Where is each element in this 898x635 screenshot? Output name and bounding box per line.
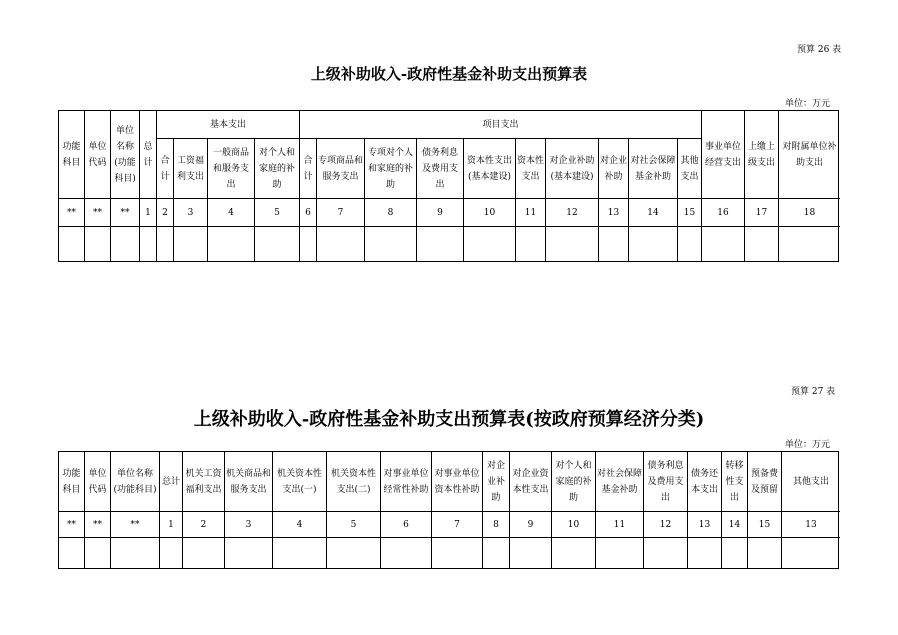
header-inst-capital: 对事业单位资本性补助	[432, 452, 483, 512]
data-cell	[552, 538, 596, 568]
data-cell	[516, 227, 546, 261]
index-cell: 14	[722, 512, 748, 538]
header-enterprise-capital: 对企业资本性支出	[510, 452, 552, 512]
data-cell	[111, 227, 140, 261]
data-cell	[779, 227, 840, 261]
index-cell: 2	[157, 199, 174, 227]
header-capital: 资本性支出	[516, 139, 546, 199]
data-cell	[157, 227, 174, 261]
index-cell: 13	[599, 199, 629, 227]
header-func-code: 功能科目	[59, 452, 85, 512]
header-func-code: 功能科目	[59, 111, 85, 199]
index-cell: 13	[782, 512, 840, 538]
data-cell	[111, 538, 160, 568]
header-org-salary: 机关工资福利支出	[183, 452, 225, 512]
header-institution: 事业单位经营支出	[702, 111, 745, 199]
header-social-security: 对社会保障基金补助	[596, 452, 644, 512]
data-cell	[174, 227, 208, 261]
header-project-goods: 专项商品和服务支出	[317, 139, 365, 199]
budget-table-26	[58, 110, 839, 262]
index-cell: 9	[510, 512, 552, 538]
data-cell	[510, 538, 552, 568]
index-cell: **	[85, 199, 111, 227]
index-cell: 6	[381, 512, 432, 538]
data-cell	[432, 538, 483, 568]
index-cell: 7	[432, 512, 483, 538]
data-cell	[748, 538, 782, 568]
index-cell: 15	[678, 199, 702, 227]
index-cell: **	[111, 512, 160, 538]
unit-label-26: 单位：万元	[785, 99, 831, 109]
index-cell: 3	[225, 512, 273, 538]
index-cell: **	[59, 199, 85, 227]
header-personal: 对个人和家庭的补助	[552, 452, 596, 512]
data-cell	[722, 538, 748, 568]
header-unit-code: 单位代码	[85, 452, 111, 512]
data-cell	[85, 227, 111, 261]
header-other: 其他支出	[678, 139, 702, 199]
data-cell	[702, 227, 745, 261]
data-cell	[273, 538, 327, 568]
data-cell	[629, 227, 678, 261]
budget-table-27	[58, 451, 839, 569]
index-cell: 7	[317, 199, 365, 227]
header-salary: 工资福利支出	[174, 139, 208, 199]
index-cell: 11	[596, 512, 644, 538]
index-cell: 1	[160, 512, 183, 538]
header-goods: 一般商品和服务支出	[208, 139, 255, 199]
header-enterprise-basic: 对企业补助(基本建设)	[546, 139, 599, 199]
header-unit-name: 单位名称(功能科目)	[111, 452, 160, 512]
index-cell: 8	[483, 512, 510, 538]
index-cell: **	[111, 199, 140, 227]
header-enterprise: 对企业补助	[599, 139, 629, 199]
page-title-27: 上级补助收入-政府性基金补助支出预算表(按政府预算经济分类)	[193, 409, 705, 430]
header-project-personal: 专项对个人和家庭的补助	[365, 139, 417, 199]
page-title-26: 上级补助收入-政府性基金补助支出预算表	[310, 65, 588, 83]
header-total: 总计	[140, 111, 157, 199]
data-cell	[782, 538, 840, 568]
header-unit-code: 单位代码	[85, 111, 111, 199]
data-cell	[160, 538, 183, 568]
header-debt-principal: 债务还本支出	[688, 452, 722, 512]
data-cell	[59, 538, 85, 568]
index-cell: 16	[702, 199, 745, 227]
index-cell: 6	[300, 199, 317, 227]
data-cell	[140, 227, 157, 261]
data-cell	[599, 227, 629, 261]
index-cell: 12	[546, 199, 599, 227]
data-cell	[381, 538, 432, 568]
header-capital-basic: 资本性支出(基本建设)	[464, 139, 516, 199]
header-org-goods: 机关商品和服务支出	[225, 452, 273, 512]
header-subsidiary: 对附属单位补助支出	[779, 111, 840, 199]
index-cell: 1	[140, 199, 157, 227]
index-cell: 5	[255, 199, 300, 227]
index-cell: 13	[688, 512, 722, 538]
unit-label-27: 单位：万元	[785, 440, 831, 450]
data-cell	[183, 538, 225, 568]
index-cell: 10	[552, 512, 596, 538]
header-debt-interest: 债务利息及费用支出	[644, 452, 688, 512]
header-debt-interest: 债务利息及费用支出	[417, 139, 464, 199]
header-basic-total: 合计	[157, 139, 174, 199]
data-cell	[464, 227, 516, 261]
data-cell	[417, 227, 464, 261]
data-cell	[327, 538, 381, 568]
index-cell: 12	[644, 512, 688, 538]
header-inst-operation: 对事业单位经常性补助	[381, 452, 432, 512]
data-cell	[688, 538, 722, 568]
index-cell: **	[59, 512, 85, 538]
index-cell: 2	[183, 512, 225, 538]
header-basic-group: 基本支出	[157, 111, 300, 139]
header-total: 总计	[160, 452, 183, 512]
header-org-capital-1: 机关资本性支出(一)	[273, 452, 327, 512]
index-cell: 17	[745, 199, 779, 227]
index-cell: **	[85, 512, 111, 538]
header-project-total: 合计	[300, 139, 317, 199]
index-cell: 9	[417, 199, 464, 227]
header-social-security: 对社会保障基金补助	[629, 139, 678, 199]
header-remit: 上缴上级支出	[745, 111, 779, 199]
index-cell: 4	[273, 512, 327, 538]
header-personal: 对个人和家庭的补助	[255, 139, 300, 199]
data-cell	[546, 227, 599, 261]
data-cell	[644, 538, 688, 568]
index-cell: 8	[365, 199, 417, 227]
index-cell: 15	[748, 512, 782, 538]
index-cell: 3	[174, 199, 208, 227]
data-cell	[208, 227, 255, 261]
form-number-27: 预算 27 表	[791, 387, 836, 397]
index-cell: 14	[629, 199, 678, 227]
data-cell	[85, 538, 111, 568]
data-cell	[745, 227, 779, 261]
index-cell: 18	[779, 199, 840, 227]
index-cell: 4	[208, 199, 255, 227]
index-cell: 5	[327, 512, 381, 538]
data-cell	[596, 538, 644, 568]
header-enterprise: 对企业补助	[483, 452, 510, 512]
header-other: 其他支出	[782, 452, 840, 512]
data-cell	[678, 227, 702, 261]
header-project-group: 项目支出	[300, 111, 702, 139]
data-cell	[300, 227, 317, 261]
header-org-capital-2: 机关资本性支出(二)	[327, 452, 381, 512]
data-cell	[59, 227, 85, 261]
data-cell	[317, 227, 365, 261]
header-reserve: 预备费及预留	[748, 452, 782, 512]
header-transfer: 转移性支出	[722, 452, 748, 512]
data-cell	[365, 227, 417, 261]
index-cell: 11	[516, 199, 546, 227]
data-cell	[483, 538, 510, 568]
data-cell	[225, 538, 273, 568]
index-cell: 10	[464, 199, 516, 227]
header-unit-name: 单位名称(功能科目)	[111, 111, 140, 199]
data-cell	[255, 227, 300, 261]
form-number-26: 预算 26 表	[797, 45, 842, 55]
